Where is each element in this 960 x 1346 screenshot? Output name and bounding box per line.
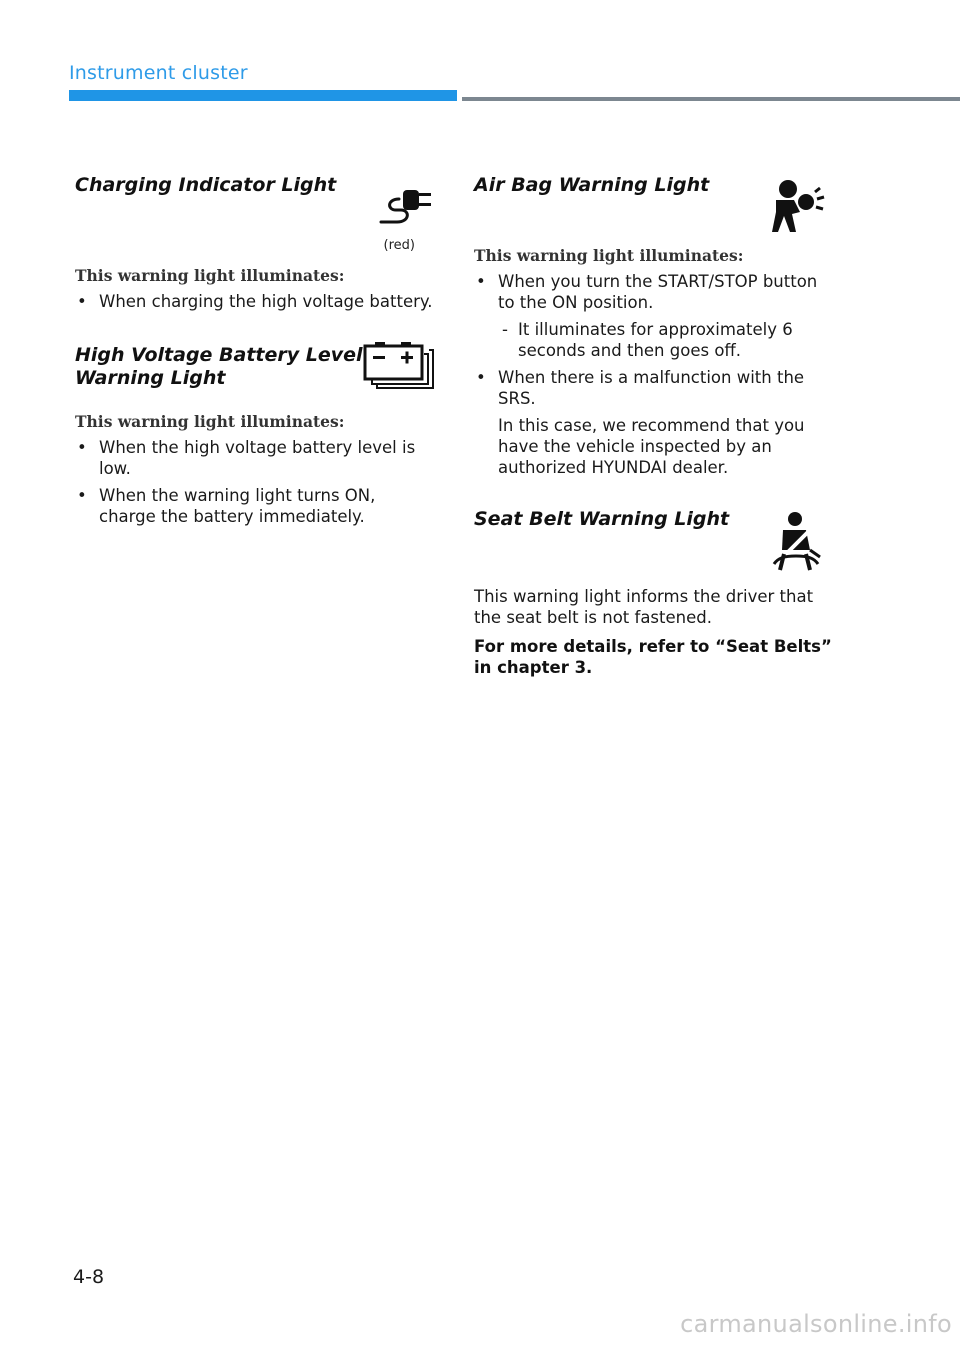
charging-plug-icon — [377, 182, 435, 228]
charging-indicator-section — [75, 174, 435, 266]
airbag-title: Air Bag Warning Light — [474, 174, 710, 196]
hv-battery-title: High Voltage Battery Level Warning Light — [75, 344, 363, 389]
hv-battery-bullets — [75, 437, 435, 527]
airbag-icon — [768, 178, 828, 234]
list-item: • When the warning light turns ON, charge the battery immediately. — [77, 486, 376, 526]
header-title: Instrument cluster — [69, 62, 248, 84]
hv-battery-intro: This warning light illuminates: — [75, 412, 345, 431]
header-accent-bar — [69, 90, 457, 101]
page-number: 4-8 — [73, 1266, 105, 1288]
watermark: carmanualsonline.info — [680, 1310, 952, 1338]
seat-belt-section — [474, 508, 834, 586]
left-column — [75, 172, 435, 527]
seat-belt-note: For more details, refer to “Seat Belts” in chapter 3. — [474, 637, 832, 677]
charging-bullets — [75, 291, 435, 312]
header-rule — [462, 97, 960, 101]
list-item: • When there is a malfunction with the SRS. In this case, we recommend that you have the vehicle inspected by an authorized HYUNDAI dealer. — [474, 367, 834, 478]
list-item: • When you turn the START/STOP button to the ON position. - It illuminates for approximately 6 seconds and then goes off. — [474, 271, 834, 361]
seat-belt-title: Seat Belt Warning Light — [474, 508, 730, 530]
seat-belt-icon — [768, 510, 824, 572]
airbag-section — [474, 174, 834, 246]
list-item: • When the high voltage battery level is low. — [77, 438, 416, 478]
hv-battery-section — [75, 344, 435, 412]
battery-level-icon — [363, 340, 435, 390]
charging-indicator-title: Charging Indicator Light — [75, 174, 337, 196]
charging-intro: This warning light illuminates: — [75, 266, 345, 285]
list-item: • When charging the high voltage battery. — [77, 292, 433, 311]
airbag-sub-item: - It illuminates for approximately 6 seconds and then goes off. — [502, 320, 793, 360]
charging-icon-caption: (red) — [383, 238, 415, 253]
right-column — [474, 172, 834, 678]
airbag-intro: This warning light illuminates: — [474, 246, 744, 265]
airbag-para: In this case, we recommend that you have the vehicle inspected by an authorized HYUNDAI dealer. — [498, 416, 805, 477]
airbag-bullets — [474, 271, 834, 478]
seat-belt-text: This warning light informs the driver that the seat belt is not fastened. — [474, 587, 814, 627]
